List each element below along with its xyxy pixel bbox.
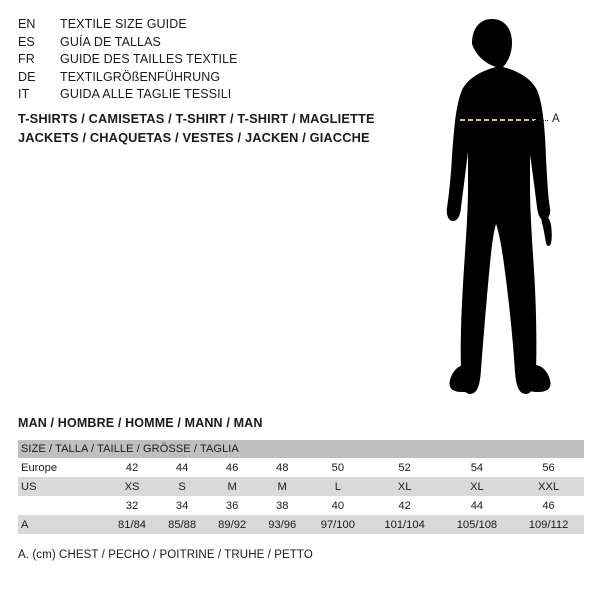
row-label: US [18, 477, 107, 496]
table-row [18, 458, 584, 477]
table-row [18, 515, 584, 534]
cell: 44 [441, 496, 513, 515]
language-row [18, 16, 388, 34]
cell: 48 [257, 458, 307, 477]
cell: 93/96 [257, 515, 307, 534]
table-row [18, 477, 584, 496]
cell: XL [368, 477, 440, 496]
cell: 54 [441, 458, 513, 477]
cell: 85/88 [157, 515, 207, 534]
language-row [18, 51, 388, 69]
cell: 46 [207, 458, 257, 477]
cell: 38 [257, 496, 307, 515]
language-code: IT [18, 87, 30, 101]
language-code: DE [18, 69, 36, 84]
cell: XS [107, 477, 157, 496]
garment-category-list [18, 109, 418, 147]
row-label [18, 496, 107, 515]
cell: 52 [368, 458, 440, 477]
language-row [18, 69, 388, 87]
cell: S [157, 477, 207, 496]
cell: 50 [307, 458, 368, 477]
cell: XXL [513, 477, 584, 496]
category-jackets: JACKETS / CHAQUETAS / VESTES / JACKEN / GIACCHE [18, 130, 370, 145]
cell: M [257, 477, 307, 496]
table-header-label: SIZE / TALLA / TAILLE / GRÖSSE / TAGLIA [18, 440, 584, 458]
table-row [18, 496, 584, 515]
language-code: FR [18, 52, 35, 66]
cell: 46 [513, 496, 584, 515]
cell: 36 [207, 496, 257, 515]
footnote-chest-measure: A. (cm) CHEST / PECHO / POITRINE / TRUHE / PETTO [18, 549, 313, 561]
language-row [18, 34, 388, 52]
measure-leader-dots [534, 120, 548, 121]
table-header-row [18, 440, 584, 458]
cell: M [207, 477, 257, 496]
measure-label-a: A [552, 113, 560, 125]
cell: 44 [157, 458, 207, 477]
figure-illustration [400, 10, 600, 410]
cell: 42 [368, 496, 440, 515]
cell: XL [441, 477, 513, 496]
cell: 97/100 [307, 515, 368, 534]
language-title: TEXTILE SIZE GUIDE [60, 17, 187, 31]
cell: 42 [107, 458, 157, 477]
cell: 32 [107, 496, 157, 515]
size-table [18, 440, 584, 534]
language-title: GUIDE DES TAILLES TEXTILE [60, 52, 238, 66]
row-label: A [18, 515, 107, 534]
cell: L [307, 477, 368, 496]
language-title: GUIDA ALLE TAGLIE TESSILI [60, 87, 232, 101]
cell: 34 [157, 496, 207, 515]
cell: 101/104 [368, 515, 440, 534]
cell: 89/92 [207, 515, 257, 534]
cell: 105/108 [441, 515, 513, 534]
category-tshirts: T-SHIRTS / CAMISETAS / T-SHIRT / T-SHIRT / MAGLIETTE [18, 111, 375, 126]
language-title: TEXTILGRÖßENFÜHRUNG [60, 69, 221, 84]
cell: 56 [513, 458, 584, 477]
language-title: GUÍA DE TALLAS [60, 34, 161, 49]
cell: 109/112 [513, 515, 584, 534]
section-heading-man: MAN / HOMBRE / HOMME / MANN / MAN [18, 416, 263, 430]
cell: 81/84 [107, 515, 157, 534]
language-code: ES [18, 34, 35, 49]
row-label: Europe [18, 458, 107, 477]
language-code: EN [18, 17, 36, 31]
language-row [18, 86, 388, 104]
language-list [18, 16, 388, 104]
cell: 40 [307, 496, 368, 515]
male-torso-silhouette-icon [400, 10, 600, 410]
